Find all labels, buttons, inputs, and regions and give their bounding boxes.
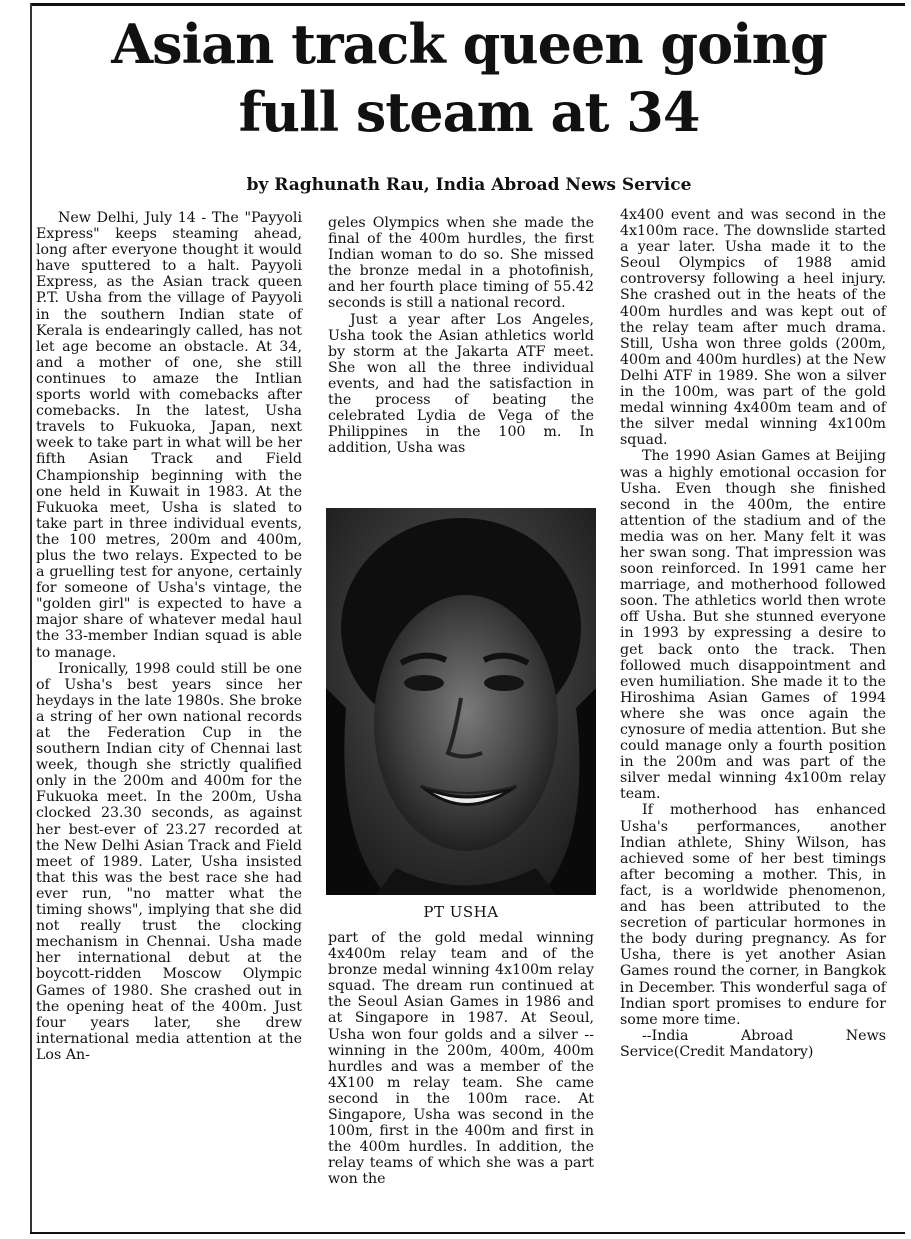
portrait-illustration — [326, 508, 596, 895]
headline-line-1: Asian track queen going — [111, 12, 827, 76]
headline — [34, 10, 904, 146]
bottom-rule — [30, 1232, 905, 1234]
credit-line: --India Abroad News Service(Credit Mandatory) — [620, 1027, 886, 1060]
paragraph: New Delhi, July 14 - The "Payyoli Express" keeps steaming ahead, long after everyone thought it would have sputtered to a halt. Payyoli Express, as the Asian track queen P.T. Usha from the village of Payyoli in the southern Indian state of Kerala is endearingly called, has not let age become an obstacle. At 34, and a mother of one, she still continues to amaze the Intlian sports world with comebacks after comebacks. In the latest, Usha travels to Fukuoka, Japan, next week to take part in what will be her fifth Asian Track and Field Championship beginning with the one held in Kuwait in 1983. At the Fukuoka meet, Usha is slated to take part in three individual events, the 100 metres, 200m and 400m, plus the two relays. Expected to be a gruelling test for anyone, certainly for someone of Usha's vintage, the "golden girl" is expected to have a major share of whatever medal haul the 33-member Indian squad is able to manage. — [36, 210, 302, 661]
paragraph: If motherhood has enhanced Usha's performances, another Indian athlete, Shiny Wilson, has achieved some of her best timings after becoming a mother. This, in fact, is a worldwide phenomenon, and has been attributed to the secretion of particular hormones in the body during pregnancy. As for Usha, there is yet another Asian Games round the corner, in Bangkok in December. This wonderful saga of Indian sport promises to endure for some more time. — [620, 802, 886, 1028]
top-rule — [30, 3, 905, 6]
article-column-3 — [620, 207, 886, 1060]
paragraph: part of the gold medal winning 4x400m relay team and of the bronze medal winning 4x100m relay squad. The dream run continued at the Seoul Asian Games in 1986 and at Singapore in 1987. At Seoul, Usha won four golds and a silver -- winning in the 200m, 400m, 400m hurdles and was a member of the 4X100 m relay team. She came second in the 100m race. At Singapore, Usha was second in the 100m, first in the 400m and first in the 400m hurdles. In addition, the relay teams of which she was a part won the — [328, 930, 594, 1188]
paragraph: 4x400 event and was second in the 4x100m race. The downslide started a year later. Usha made it to the Seoul Olympics of 1988 amid controversy following a heel injury. She crashed out in the heats of the 400m hurdles and was kept out of the relay team after much drama. Still, Usha won three golds (200m, 400m and 400m hurdles) at the New Delhi ATF in 1989. She won a silver in the 100m, was part of the gold medal winning 4x400m team and of the silver medal winning 4x100m squad. — [620, 207, 886, 449]
paragraph: The 1990 Asian Games at Beijing was a highly emotional occasion for Usha. Even though she finished second in the 400m, the entire attention of the stadium and of the media was on her. Many felt it was her swan song. That impression was soon reinforced. In 1991 came her marriage, and motherhood followed soon. The athletics world then wrote off Usha. But she stunned everyone in 1993 by expressing a desire to get back onto the track. Then followed much disappointment and even humiliation. She made it to the Hiroshima Asian Games of 1994 where she was once again the cynosure of media attention. But she could manage only a fourth position in the 200m and was part of the silver medal winning 4x100m relay team. — [620, 448, 886, 803]
photo-caption: PT USHA — [423, 903, 499, 921]
paragraph: Just a year after Los Angeles, Usha took the Asian athletics world by storm at the Jakarta ATF meet. She won all the three individual events, and had the satisfaction in the process of beating the celebrated Lydia de Vega of the Philippines in the 100 m. In addition, Usha was — [328, 311, 594, 457]
article-column-2-top — [328, 215, 594, 456]
headline-line-2: full steam at 34 — [238, 80, 700, 144]
left-rule — [30, 3, 32, 1234]
article-column-1 — [36, 210, 302, 1063]
paragraph: geles Olympics when she made the final of the 400m hurdles, the first Indian woman to do so. She missed the bronze medal in a photofinish, and her fourth place timing of 55.42 seconds is still a national record. — [328, 215, 594, 312]
portrait-photo — [326, 508, 596, 895]
paragraph: Ironically, 1998 could still be one of Usha's best years since her heydays in the late 1980s. She broke a string of her own national records at the Federation Cup in the southern Indian city of Chennai last week, though she strictly qualified only in the 200m and 400m for the Fukuoka meet. In the 200m, Usha clocked 23.30 seconds, as against her best-ever of 23.27 recorded at the New Delhi Asian Track and Field meet of 1989. Later, Usha insisted that this was the best race she had ever run, "no matter what the timing shows", implying that she did not really trust the clocking mechanism in Chennai. Usha made her international debut at the boycott-ridden Moscow Olympic Games of 1980. She crashed out in the opening heat of the 400m. Just four years later, she drew international media attention at the Los An- — [36, 660, 302, 1063]
byline: by Raghunath Rau, India Abroad News Service — [246, 175, 692, 195]
article-column-2-bottom — [328, 930, 594, 1188]
